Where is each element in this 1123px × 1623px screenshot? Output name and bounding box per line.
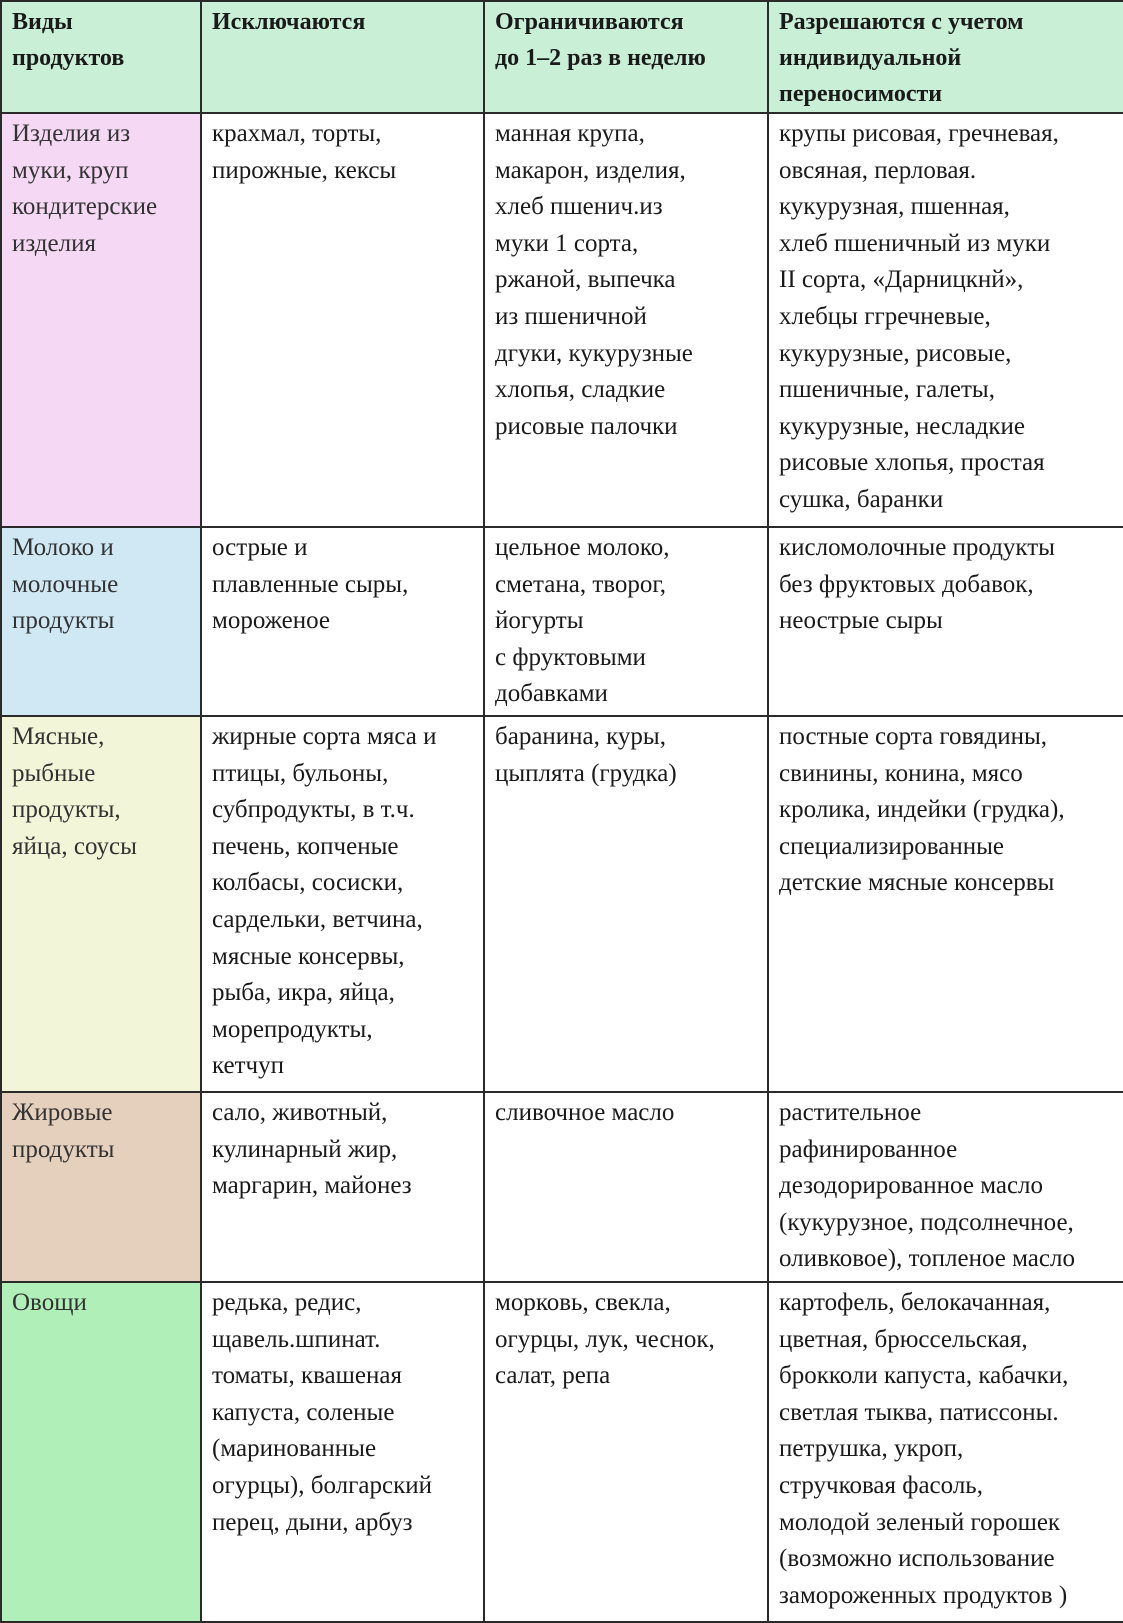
header-excluded: Исключаются xyxy=(201,1,484,113)
table-row xyxy=(1,1092,1123,1282)
category-cell: Овощи xyxy=(1,1282,201,1622)
table-row xyxy=(1,716,1123,1092)
excluded-cell: сало, животный, кулинарный жир, маргарин, майонез xyxy=(201,1092,484,1282)
header-row xyxy=(1,1,1123,113)
excluded-cell: крахмал, торты, пирожные, кексы xyxy=(201,113,484,527)
header-product-types: Виды продуктов xyxy=(1,1,201,113)
category-cell: Мясные, рыбные продукты, яйца, соусы xyxy=(1,716,201,1092)
table-row xyxy=(1,113,1123,527)
category-cell: Жировые продукты xyxy=(1,1092,201,1282)
allowed-cell: растительное рафинированное дезодорированное масло (кукурузное, подсолнечное, оливковое), топленое масло xyxy=(768,1092,1123,1282)
category-cell: Изделия из муки, круп кондитерские изделия xyxy=(1,113,201,527)
allowed-cell: картофель, белокачанная, цветная, брюссельская, брокколи капуста, кабачки, светлая тыква, патиссоны. петрушка, укроп, стручковая фасоль, молодой зеленый горошек (возможно использование замороженных продуктов ) xyxy=(768,1282,1123,1622)
limited-cell: баранина, куры, цыплята (грудка) xyxy=(484,716,768,1092)
excluded-cell: жирные сорта мяса и птицы, бульоны, субпродукты, в т.ч. печень, копченые колбасы, сосиски, сардельки, ветчина, мясные консервы, рыба, икра, яйца, морепродукты, кетчуп xyxy=(201,716,484,1092)
allowed-cell: крупы рисовая, гречневая, овсяная, перловая. кукурузная, пшенная, хлеб пшеничный из муки II сорта, «Дарницкнй», хлебцы ггречневые, кукурузные, рисовые, пшеничные, галеты, кукурузные, несладкие рисовые хлопья, простая сушка, баранки xyxy=(768,113,1123,527)
allowed-cell: постные сорта говядины, свинины, конина, мясо кролика, индейки (грудка), специализированные детские мясные консервы xyxy=(768,716,1123,1092)
header-limited: Ограничиваются до 1–2 раз в неделю xyxy=(484,1,768,113)
excluded-cell: редька, редис, щавель.шпинат. томаты, квашеная капуста, соленые (маринованные огурцы), болгарский перец, дыни, арбуз xyxy=(201,1282,484,1622)
table-row xyxy=(1,1282,1123,1622)
limited-cell: сливочное масло xyxy=(484,1092,768,1282)
category-cell: Молоко и молочные продукты xyxy=(1,527,201,716)
allowed-cell: кисломолочные продукты без фруктовых добавок, неострые сыры xyxy=(768,527,1123,716)
table-row xyxy=(1,527,1123,716)
limited-cell: морковь, свекла, огурцы, лук, чеснок, салат, репа xyxy=(484,1282,768,1622)
header-allowed: Разрешаются с учетом индивидуальной переносимости xyxy=(768,1,1123,113)
excluded-cell: острые и плавленные сыры, мороженое xyxy=(201,527,484,716)
limited-cell: манная крупа, макарон, изделия, хлеб пшенич.из муки 1 сорта, ржаной, выпечка из пшеничной дгуки, кукурузные хлопья, сладкие рисовые палочки xyxy=(484,113,768,527)
limited-cell: цельное молоко, сметана, творог, йогурты с фруктовыми добавками xyxy=(484,527,768,716)
